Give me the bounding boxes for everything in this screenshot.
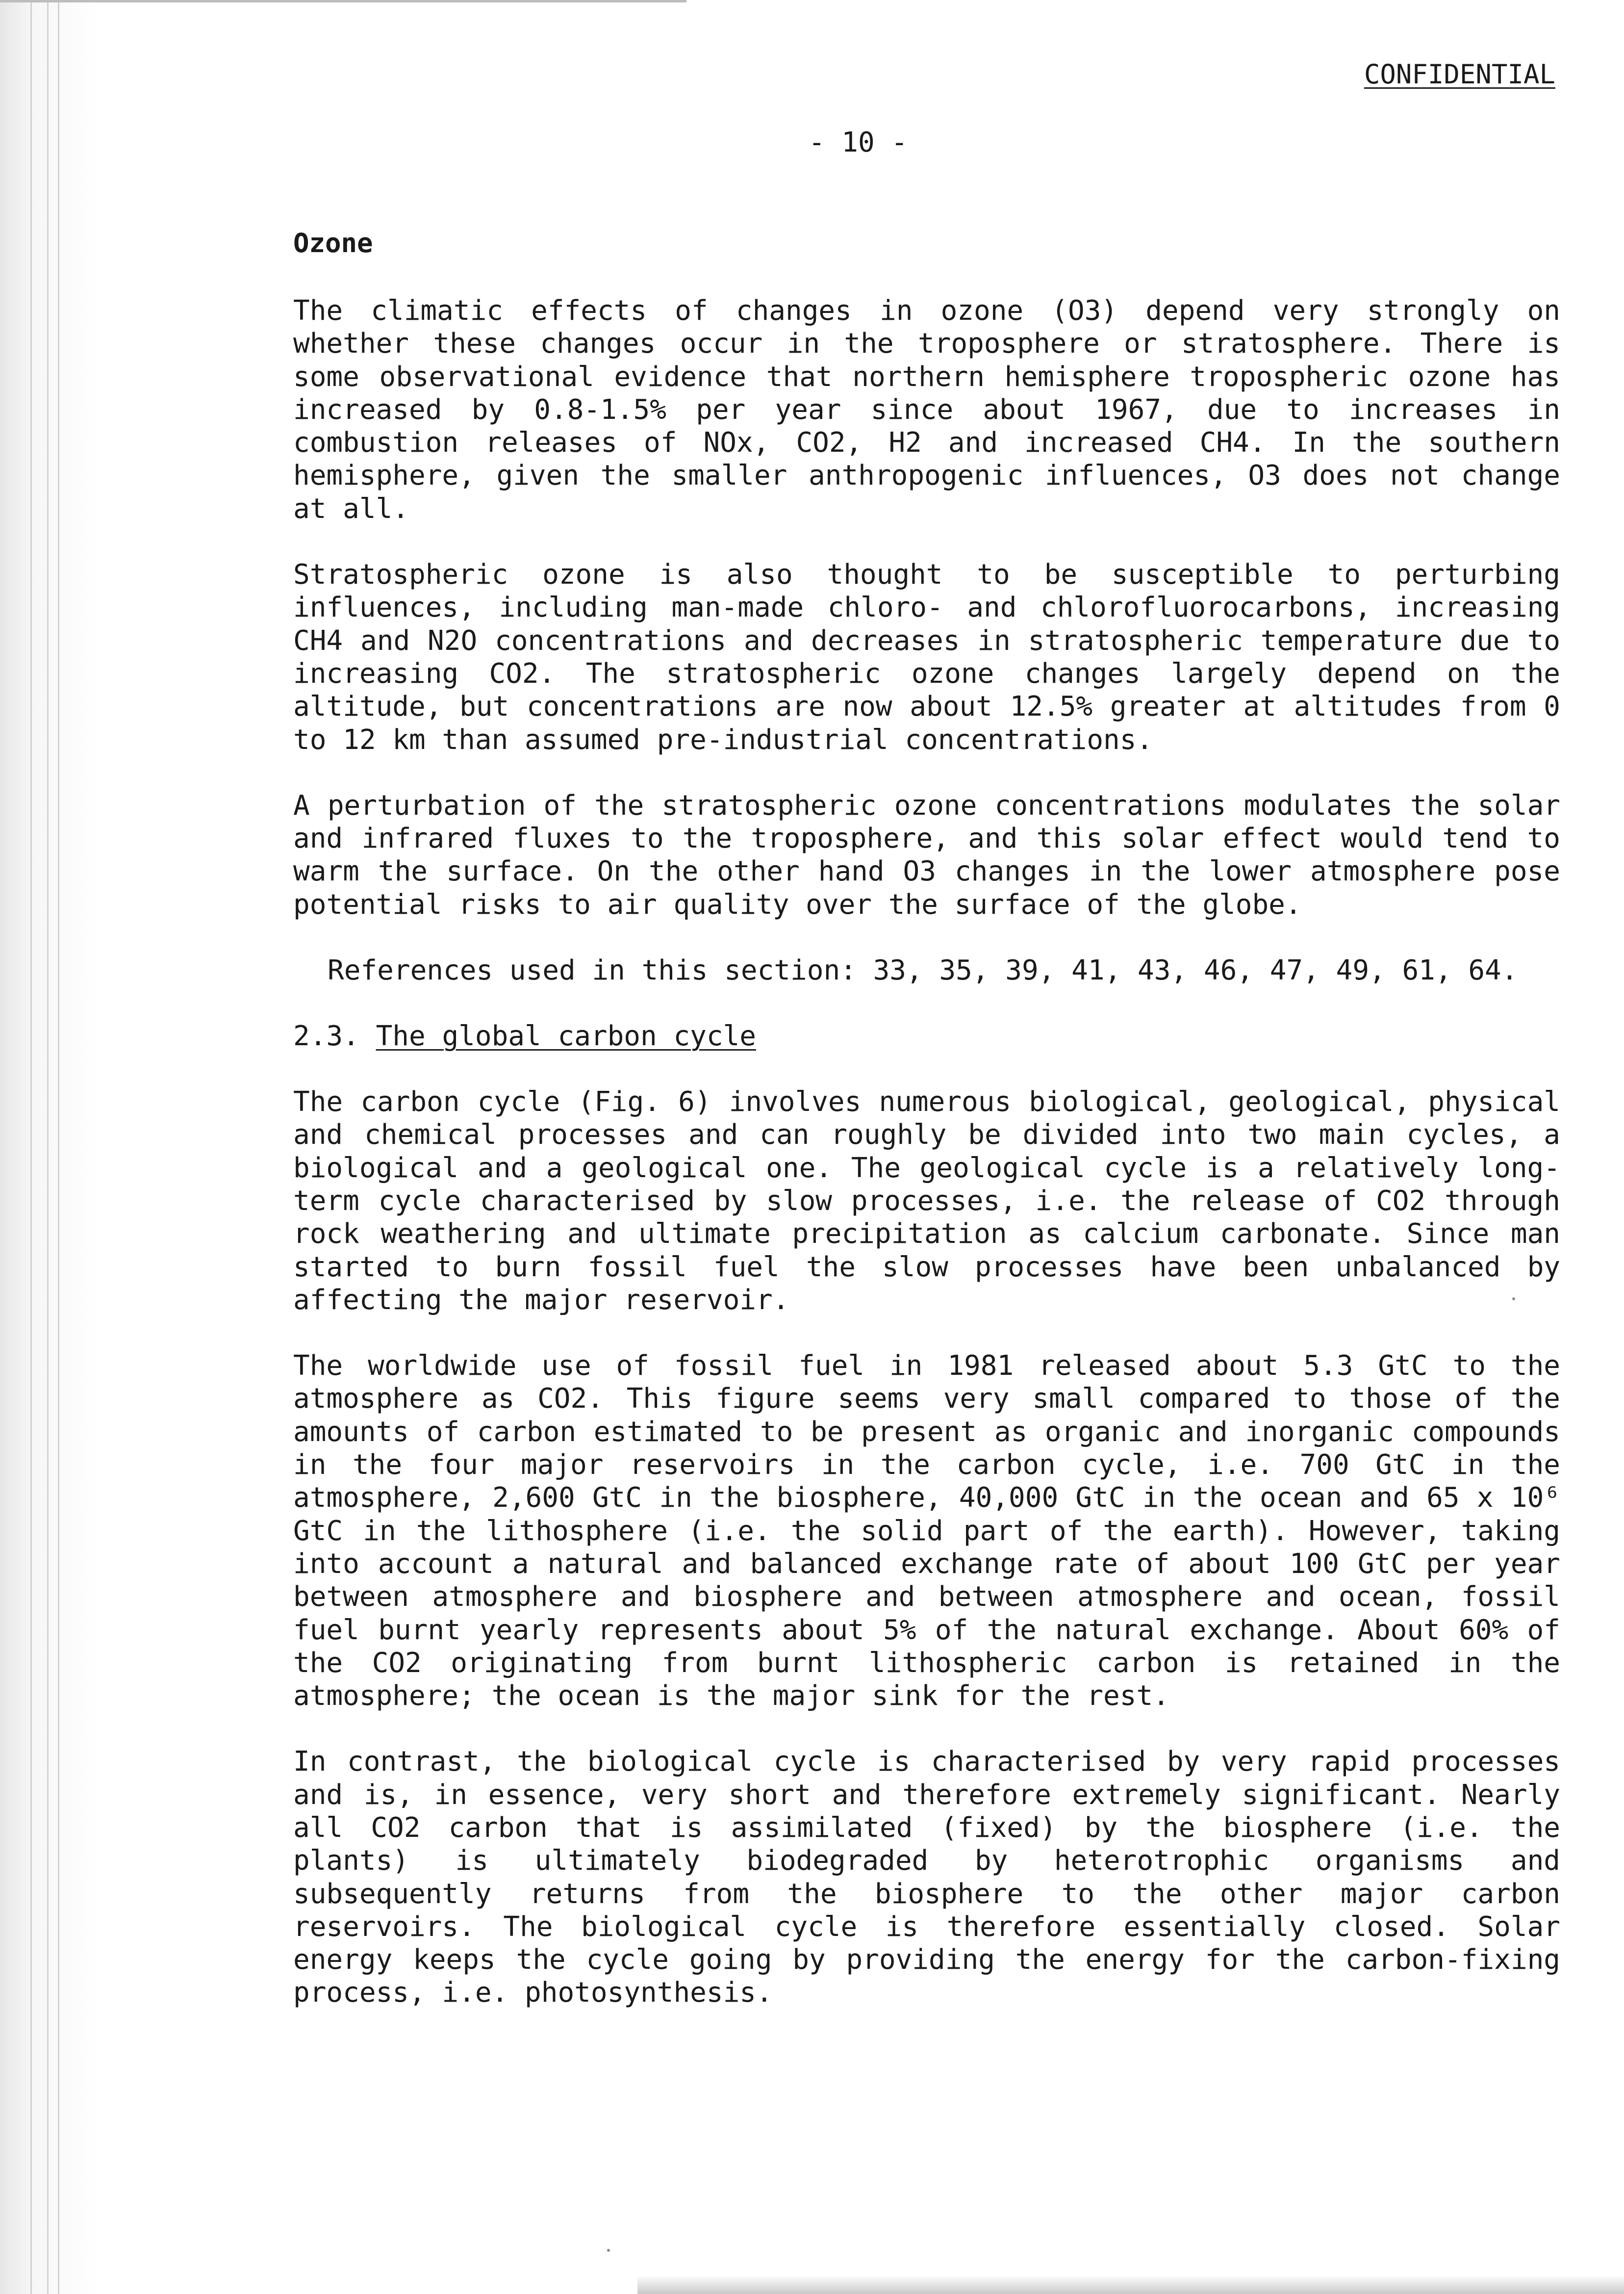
ozone-paragraph-3: A perturbation of the stratospheric ozone concentrations modulates the solar and infrared fluxes to the troposphere, and this solar effect would tend to warm the surface. On the other hand O3 changes in the lower atmosphere pose potential risks to air quality over the surface of the globe. <box>293 789 1560 921</box>
carbon-paragraph-3: In contrast, the biological cycle is characterised by very rapid processes and is, in essence, very short and therefore extremely significant. Nearly all CO2 carbon that is assimilated (fixed) by the biosphere (i.e. the plants) is ultimately biodegraded by heterotrophic organisms and subsequently returns from the biosphere to the other major carbon reservoirs. The biological cycle is therefore essentially closed. Solar energy keeps the cycle going by providing the energy for the carbon-fixing process, i.e. photosynthesis. <box>293 1746 1560 2009</box>
ozone-heading: Ozone <box>293 228 373 258</box>
binding-line <box>58 0 59 2294</box>
ozone-paragraph-1: The climatic effects of changes in ozone (O3) depend very strongly on whether these changes occur in the troposphere or stratosphere. There is some observational evidence that northern hemisphere tropospheric ozone has increased by 0.8-1.5% per year since about 1967, due to increases in combustion releases of NOx, CO2, H2 and increased CH4. In the southern hemisphere, given the smaller anthropogenic influences, O3 does not change at all. <box>293 295 1560 525</box>
page-number: - 10 - <box>808 127 908 158</box>
scan-bottom-shadow <box>637 2275 1624 2294</box>
ozone-paragraph-2: Stratospheric ozone is also thought to be susceptible to perturbing influences, including man-made chloro- and chlorofluorocarbons, increasing CH4 and N2O concentrations and decreases in stratospheric temperature due to increasing CO2. The stratospheric ozone changes largely depend on the altitude, but concentrations are now about 12.5% greater at altitudes from 0 to 12 km than assumed pre-industrial concentrations. <box>293 559 1560 756</box>
section-title: The global carbon cycle <box>376 1020 757 1053</box>
scan-speck <box>1512 1297 1515 1300</box>
carbon-paragraph-1: The carbon cycle (Fig. 6) involves numerous biological, geological, physical and chemical processes and can roughly be divided into two main cycles, a biological and a geological one. The geological cycle is a relatively long-term cycle characterised by slow processes, i.e. the release of CO2 through rock weathering and ultimate precipitation as calcium carbonate. Since man started to burn fossil fuel the slow processes have been unbalanced by affecting the major reservoir. <box>293 1086 1560 1316</box>
section-heading-carbon-cycle <box>293 1020 1560 1053</box>
scan-speck <box>607 2249 610 2252</box>
page-body <box>293 227 1560 2042</box>
scan-top-edge <box>0 0 686 2</box>
carbon-paragraph-2: The worldwide use of fossil fuel in 1981 released about 5.3 GtC to the atmosphere as CO2. This figure seems very small compared to those of the amounts of carbon estimated to be present as organic and inorganic compounds in the four major reservoirs in the carbon cycle, i.e. 700 GtC in the atmosphere, 2,600 GtC in the biosphere, 40,000 GtC in the ocean and 65 x 10⁶ GtC in the lithosphere (i.e. the solid part of the earth). However, taking into account a natural and balanced exchange rate of about 100 GtC per year between atmosphere and biosphere and between atmosphere and ocean, fossil fuel burnt yearly represents about 5% of the natural exchange. About 60% of the CO2 originating from burnt lithospheric carbon is retained in the atmosphere; the ocean is the major sink for the rest. <box>293 1350 1560 1712</box>
scan-binding-edge <box>0 0 98 2294</box>
section-number: 2.3. <box>293 1020 359 1053</box>
confidential-marking: CONFIDENTIAL <box>1364 59 1555 90</box>
binding-line <box>47 0 49 2294</box>
ozone-references: References used in this section: 33, 35, 39, 41, 43, 46, 47, 49, 61, 64. <box>328 954 1518 987</box>
binding-line <box>30 0 32 2294</box>
